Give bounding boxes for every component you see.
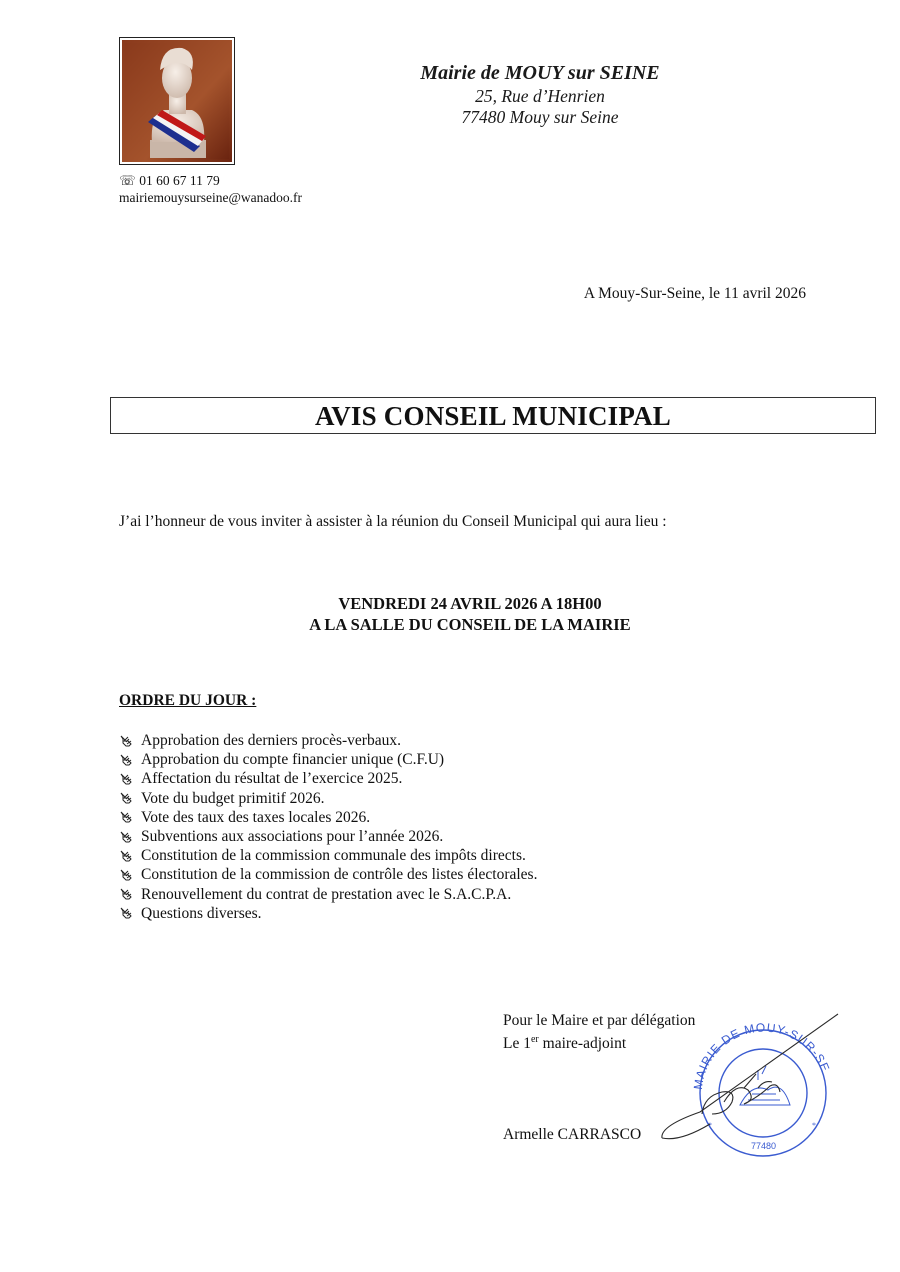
- town-hall-street: 25, Rue d’Henrien: [475, 86, 605, 106]
- agenda-item-text: Renouvellement du contrat de prestation avec le S.A.C.P.A.: [141, 885, 512, 903]
- marianne-bust-icon: [122, 40, 232, 162]
- svg-text:*: *: [812, 1121, 816, 1130]
- delegation-line: Pour le Maire et par délégation: [503, 1012, 696, 1029]
- deputy-line-ordinal: er: [530, 1034, 539, 1045]
- agenda-item-text: Constitution de la commission de contrôle des listes électorales.: [141, 866, 538, 884]
- svg-text:*: *: [708, 1121, 712, 1130]
- agenda-item-text: Approbation du compte financier unique (C.F.U): [141, 751, 445, 769]
- telephone-icon: ☏: [119, 173, 136, 188]
- agenda-item: [119, 865, 537, 884]
- pointing-hand-icon: [119, 771, 141, 787]
- official-stamp: [640, 1010, 850, 1165]
- agenda-item: [119, 808, 537, 827]
- document-title: AVIS CONSEIL MUNICIPAL: [315, 401, 671, 431]
- svg-text:MAIRIE DE MOUY-SUR-SEINE: MAIRIE DE MOUY-SUR-SE: [690, 1020, 833, 1091]
- agenda-item-text: Subventions aux associations pour l’année 2026.: [141, 828, 444, 846]
- pointing-hand-icon: [119, 809, 141, 825]
- phone-text: 01 60 67 11 79: [139, 173, 220, 188]
- pointing-hand-icon: [119, 829, 141, 845]
- deputy-line-prefix: Le 1: [503, 1035, 531, 1053]
- agenda-item: [119, 750, 537, 769]
- agenda-item: [119, 846, 537, 865]
- agenda-item-text: Vote des taux des taxes locales 2026.: [141, 808, 371, 826]
- meeting-details: [180, 593, 760, 635]
- marianne-logo: [119, 37, 235, 165]
- agenda-item-text: Affectation du résultat de l’exercice 2025.: [141, 770, 403, 788]
- agenda-list: [119, 731, 537, 923]
- pointing-hand-icon: [119, 752, 141, 768]
- deputy-line-suffix: maire-adjoint: [538, 1035, 627, 1053]
- pointing-hand-icon: [119, 733, 141, 749]
- pointing-hand-icon: [119, 790, 141, 806]
- stamp-postcode: 77480: [751, 1141, 777, 1151]
- signatory-name: Armelle CARRASCO: [503, 1126, 642, 1143]
- date-line: A Mouy-Sur-Seine, le 11 avril 2026: [583, 285, 806, 302]
- meeting-where: A LA SALLE DU CONSEIL DE LA MAIRIE: [309, 615, 631, 634]
- agenda-item-text: Vote du budget primitif 2026.: [141, 789, 325, 807]
- agenda-item-text: Constitution de la commission communale des impôts directs.: [141, 847, 526, 865]
- town-hall-city: 77480 Mouy sur Seine: [461, 107, 619, 127]
- agenda-item-text: Approbation des derniers procès-verbaux.: [141, 732, 401, 749]
- agenda-item: [119, 904, 537, 923]
- pointing-hand-icon: [119, 848, 141, 864]
- intro-paragraph: J’ai l’honneur de vous inviter à assister à la réunion du Conseil Municipal qui aura lieu :: [119, 513, 667, 530]
- town-hall-header: [330, 60, 750, 128]
- phone-number: [119, 172, 220, 189]
- pointing-hand-icon: [119, 867, 141, 883]
- meeting-when: VENDREDI 24 AVRIL 2026 A 18H00: [338, 594, 602, 613]
- pointing-hand-icon: [119, 886, 141, 902]
- agenda-title: ORDRE DU JOUR :: [119, 692, 257, 709]
- agenda-item: [119, 885, 537, 904]
- email-address: mairiemouysurseine@wanadoo.fr: [119, 190, 303, 205]
- agenda-item: [119, 769, 537, 788]
- agenda-item: [119, 789, 537, 808]
- town-hall-stamp-icon: [640, 1010, 850, 1160]
- town-hall-name: Mairie de MOUY sur SEINE: [420, 62, 660, 84]
- title-box: [110, 397, 876, 434]
- agenda-item: [119, 827, 537, 846]
- agenda-item-text: Questions diverses.: [141, 904, 262, 922]
- pointing-hand-icon: [119, 905, 141, 921]
- agenda-item: [119, 731, 537, 750]
